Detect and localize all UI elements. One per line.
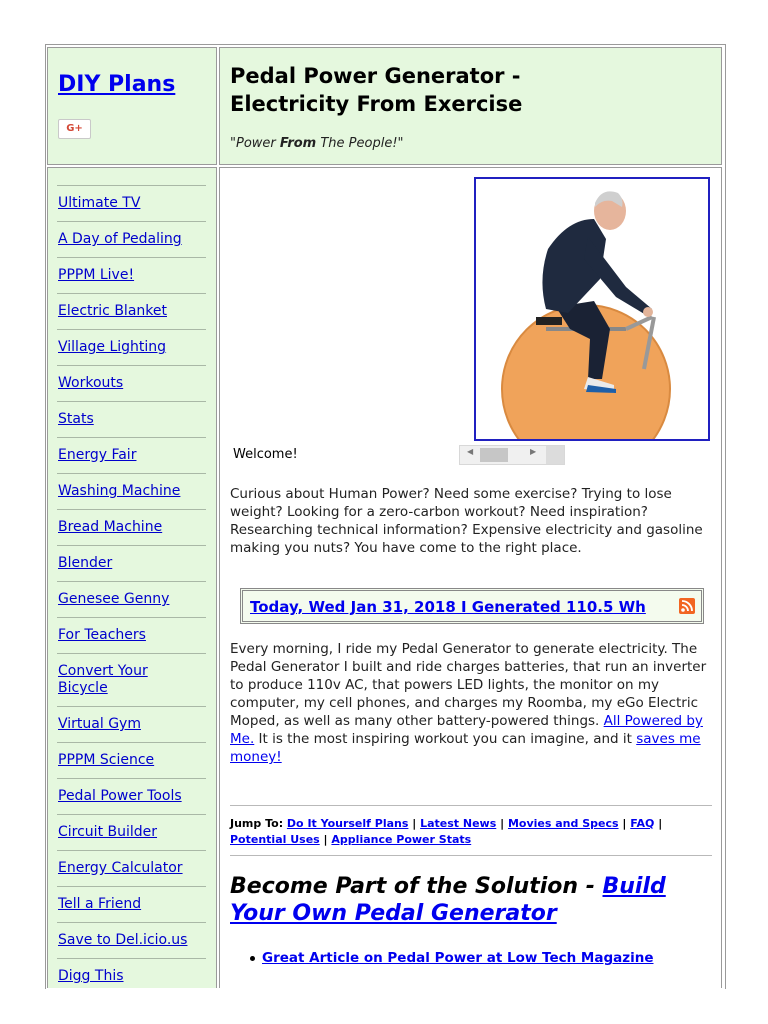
sidebar-item (57, 401, 206, 437)
sidebar-link[interactable]: Convert Your Bicycle (58, 663, 148, 696)
sidebar-link[interactable]: Bread Machine (58, 519, 163, 535)
sidebar-link[interactable]: Energy Calculator (58, 860, 183, 876)
sidebar-link[interactable]: A Day of Pedaling (58, 231, 182, 247)
sidebar-link[interactable]: Blender (58, 555, 113, 571)
sidebar-link[interactable]: Pedal Power Tools (58, 788, 182, 804)
slideshow-caption: Welcome! (233, 447, 298, 462)
sidebar-link[interactable]: Virtual Gym (58, 716, 141, 732)
jump-link[interactable]: Potential Uses (230, 833, 320, 846)
sidebar-link[interactable]: Village Lighting (58, 339, 167, 355)
rider-illustration (476, 179, 708, 439)
page-title: Pedal Power Generator - Electricity From Exercise (230, 64, 523, 116)
diy-plans-link[interactable]: DIY Plans (58, 72, 176, 97)
scroll-end (546, 446, 564, 464)
sidebar-link[interactable]: Genesee Genny (58, 591, 170, 607)
sidebar-link[interactable]: Digg This (58, 968, 124, 984)
sidebar-nav (57, 185, 206, 988)
sidebar-link[interactable]: Energy Fair (58, 447, 137, 463)
sidebar-item (57, 257, 206, 293)
sidebar-item (57, 706, 206, 742)
intro-paragraph: Curious about Human Power? Need some exercise? Trying to lose weight? Looking for a zero-carbon workout? Need inspiration? Researching technical information? Expensive electricity and gasoline making you nuts? You have come to the right place. (230, 486, 703, 556)
sidebar-item (57, 293, 206, 329)
sidebar-item (57, 329, 206, 365)
jump-link[interactable]: Movies and Specs (507, 817, 619, 830)
slideshow-scrollbar[interactable] (459, 445, 565, 465)
google-plus-button[interactable]: G+ (58, 119, 91, 139)
jump-to-label: Jump To: (230, 817, 287, 830)
jump-separator: | (408, 817, 421, 830)
jump-to-nav (230, 816, 716, 848)
saves-me-money-link[interactable]: saves me money! (230, 731, 701, 765)
sidebar-link[interactable]: PPPM Live! (58, 267, 135, 283)
low-tech-magazine-link[interactable]: Great Article on Pedal Power at Low Tech Magazine (262, 950, 654, 966)
sidebar-item (57, 958, 206, 988)
sidebar-link[interactable]: Workouts (58, 375, 124, 391)
body-paragraph: Every morning, I ride my Pedal Generator to generate electricity. The Pedal Generator I built and ride charges batteries, that run an inverter to produce 110v AC, that powers LED lights, the monitor on my computer, my cell phones, and charges my Roomba, my eGo Electric Moped, as well as many other battery-powered things. All Powered by Me. It is the most inspiring workout you can imagine, and it saves me money! (230, 641, 707, 765)
sidebar-link[interactable]: Ultimate TV (58, 195, 141, 211)
divider (230, 855, 712, 856)
tagline: "Power From The People!" (230, 136, 404, 151)
sidebar-item (57, 742, 206, 778)
sidebar-item (57, 545, 206, 581)
sidebar-item (57, 581, 206, 617)
sidebar-item (57, 617, 206, 653)
section-heading: Become Part of the Solution - Build Your Own Pedal Generator (230, 874, 666, 926)
all-powered-by-me-link[interactable]: All Powered by Me. (230, 713, 703, 747)
sidebar-item (57, 778, 206, 814)
build-your-own-link[interactable]: Build Your Own Pedal Generator (230, 874, 666, 926)
jump-link[interactable]: Latest News (420, 817, 497, 830)
jump-separator: | (618, 817, 631, 830)
sidebar-item (57, 509, 206, 545)
sidebar-link[interactable]: Tell a Friend (58, 896, 142, 912)
sidebar-item (57, 473, 206, 509)
pedal-generator-photo[interactable] (474, 177, 710, 441)
sidebar-item (57, 922, 206, 958)
list-item (250, 950, 654, 966)
bullet-icon (250, 956, 255, 961)
jump-link[interactable]: FAQ (630, 817, 655, 830)
sidebar-link[interactable]: PPPM Science (58, 752, 155, 768)
sidebar-link[interactable]: Washing Machine (58, 483, 181, 499)
main-content (219, 167, 722, 988)
sidebar-item (57, 221, 206, 257)
sidebar (47, 167, 217, 988)
header-cell (219, 47, 722, 165)
sidebar-item (57, 185, 206, 221)
sidebar-link[interactable]: Save to Del.icio.us (58, 932, 188, 948)
sidebar-link[interactable]: Electric Blanket (58, 303, 167, 319)
jump-separator: | (654, 817, 663, 830)
sidebar-item (57, 365, 206, 401)
divider (230, 805, 712, 806)
jump-separator: | (319, 833, 332, 846)
sidebar-item (57, 814, 206, 850)
jump-separator: | (496, 817, 508, 830)
sidebar-link[interactable]: For Teachers (58, 627, 146, 643)
sidebar-item (57, 886, 206, 922)
sidebar-link[interactable]: Circuit Builder (58, 824, 158, 840)
sidebar-link[interactable]: Stats (58, 411, 94, 427)
generated-today-box (240, 588, 704, 624)
sidebar-item (57, 850, 206, 886)
sidebar-item (57, 437, 206, 473)
scroll-left-icon[interactable]: ◀ (467, 447, 474, 456)
jump-link[interactable]: Appliance Power Stats (331, 833, 472, 846)
scroll-right-icon[interactable]: ▶ (530, 447, 537, 456)
sidebar-item (57, 653, 206, 706)
generated-today-link[interactable]: Today, Wed Jan 31, 2018 I Generated 110.5 Wh (250, 598, 646, 616)
scroll-thumb[interactable] (480, 448, 508, 462)
rss-icon[interactable] (679, 598, 695, 614)
logo-cell (47, 47, 217, 165)
jump-link[interactable]: Do It Yourself Plans (286, 817, 409, 830)
